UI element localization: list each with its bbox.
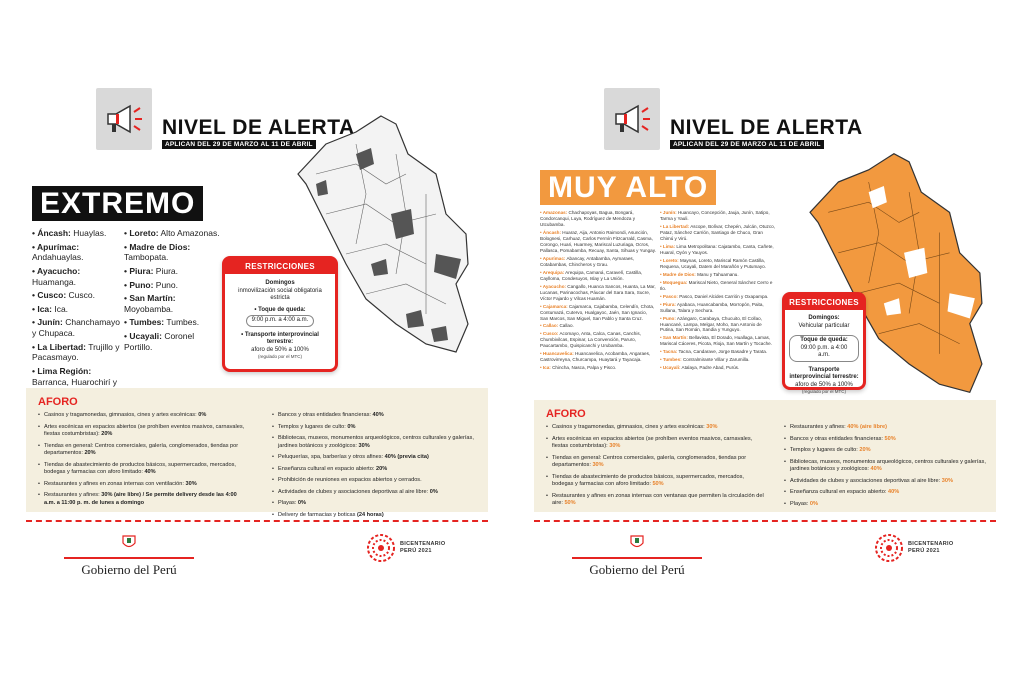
aforo-item [784,489,988,497]
department-item [32,266,124,287]
megaphone-icon [604,88,660,150]
date-range: APLICAN DEL 29 DE MARZO AL 11 DE ABRIL [162,140,316,149]
department-provinces: Cusco. [66,290,95,301]
transport-label: Transporte interprovincial terrestre: [789,366,859,380]
department-item [124,331,224,352]
department-item [32,342,124,363]
department-item [660,294,776,300]
department-provinces: Ayabaca, Huancabamba, Morropón, Paita, Sullana, Talara y Sechura. [660,301,764,313]
bicentenario-logo [366,533,445,563]
aforo-item [784,424,988,432]
curfew-hours: 09:00 p.m. a 4:00 a.m. [800,344,848,358]
sunday-text: inmovilización social obligatoria estricta [238,287,322,301]
aforo-item [784,478,988,486]
aforo-col2 [784,424,988,512]
aforo-item-text: Tiendas en general: Centros comerciales, galería, conglomerados, tiendas por departamentos: [44,442,239,457]
department-name: • Tumbes: [124,317,165,328]
department-provinces: Andahuaylas. [32,252,84,263]
department-list-col1 [540,210,656,373]
department-provinces: Tumbes. [164,317,200,328]
aforo-item-text: Templos y lugares de culto: [790,447,860,454]
gov-logo [572,534,702,578]
department-name: • Piura: [660,301,676,307]
department-name: • La Libertad: [660,223,690,229]
department-name: • La Libertad: [32,341,86,352]
megaphone-icon [96,88,152,150]
department-name: • Moquegua: [660,279,688,285]
aforo-item-value: 30% [941,477,953,484]
department-item [32,290,124,301]
sunday-text: Vehicular particular [798,322,850,329]
aforo-item-value: 0% [198,412,207,418]
department-provinces: Mariscal Nieto, General Sánchez Cerro e Ilo. [660,279,773,291]
aforo-item [546,493,766,508]
department-provinces: Contralmirante Villar y Zarumilla. [681,357,750,363]
department-name: • Ayacucho: [540,283,567,289]
department-name: • Apurímac: [540,255,566,261]
aforo-item-value: 30% [358,442,370,449]
bicentenario-line2: PERÚ 2021 [400,548,432,554]
department-item [540,210,656,228]
transport-text: aforo de 50% a 100% [795,381,853,388]
aforo-section [26,388,488,518]
department-provinces: Huamanga. [32,276,76,287]
aforo-title: AFORO [546,408,586,420]
department-provinces: Bellavista, El Dorado, Huallaga, Lamas, Mariscal Cáceres, Picota, Rioja, San Martín y Tocache. [660,335,772,347]
aforo-item [272,454,476,462]
aforo-item-value: 30% [592,462,604,469]
department-provinces: Huancayo, Concepción, Jauja, Junín, Satipo, Tarma y Yauli. [660,210,770,221]
department-item [540,323,656,329]
alert-level-badge: MUY ALTO [540,170,716,205]
aforo-item-value: 50% [884,435,896,442]
department-name: • Puno: [124,279,154,290]
department-provinces: Arequipa, Camaná, Caravelí, Castilla, Caylloma, Condesuyos, Islay y La Unión. [540,269,643,281]
department-item [660,316,776,334]
aforo-item-value: 30% [185,480,197,487]
department-provinces: Pasco, Daniel Alcides Carrión y Oxapampa. [677,293,769,299]
department-item [540,230,656,254]
department-item [540,256,656,268]
department-name: • Callao: [540,323,559,329]
gov-name: Gobierno del Perú [81,562,177,577]
department-provinces: Azángaro, Carabaya, Chucuito, El Collao, Huancané, Lampa, Melgar, Moho, San Antonio de Putina, San Román, Sandia y Yunguyo. [660,315,762,333]
department-item [660,244,776,256]
department-item [540,284,656,302]
department-list-col1 [32,228,124,401]
department-name: • Amazonas: [540,210,568,215]
department-item [32,228,124,239]
aforo-col2 [272,412,476,523]
bicentenario-logo [874,533,953,563]
department-provinces: Moyobamba. [124,303,174,314]
department-item [124,266,224,277]
aforo-item-value: 40% (aire libre) [847,424,888,430]
aforo-item-value: 20% [84,450,96,457]
department-name: • Huancavelica: [540,351,574,357]
bicentenario-line1: BICENTENARIO [400,540,446,547]
aforo-item-text: Restaurantes y afines: [44,492,102,499]
department-provinces: Maynas, Loreto, Mariscal Ramón Castilla, Requena, Ucayali, Datem del Marañón y Putumayo. [660,257,766,269]
department-provinces: Huaylas. [70,228,107,238]
department-item [660,272,776,278]
aforo-item-text: Playas: [790,500,810,507]
aforo-item-text: Delivery de farmacias y boticas [278,511,357,518]
aforo-item [272,489,476,497]
aforo-item [784,436,988,444]
department-provinces: Tambopata. [124,252,169,263]
aforo-item-value: 0% [429,488,438,495]
department-name: • Pasco: [660,293,678,299]
department-name: • Madre de Dios: [660,271,696,277]
aforo-item [272,477,476,485]
alert-panel-muy-alto [534,78,1002,578]
department-item [660,258,776,270]
sunday-label: Domingos: [808,315,840,321]
transport-note: (regulado por el MTC) [257,354,302,359]
aforo-item-value: 50% [564,500,576,507]
aforo-item [546,455,766,470]
aforo-item [38,492,248,507]
aforo-section [534,400,996,512]
department-item [32,242,124,263]
department-provinces: Ica. [51,303,69,314]
aforo-item [784,447,988,455]
aforo-item-value: 40% [870,466,882,473]
aforo-item-text: Peluquerías, spa, barberías y otros afines: [278,454,385,461]
transport-label: • Transporte interprovincial terrestre: [241,331,319,345]
bicentenario-icon [874,533,904,563]
aforo-item-value: 40% [144,469,156,476]
aforo-item-value: 40% [372,412,384,418]
restrictions-box [222,256,338,372]
aforo-item-text: Restaurantes y afines en zonas internas con ventanas que permiten la circulación del aire: [552,492,764,507]
aforo-item-text: Bancos y otras entidades financieras: [790,435,885,442]
department-provinces: Atalaya, Padre Abad, Purús. [680,365,740,371]
coat-of-arms-icon [119,534,139,550]
aforo-item [272,500,476,508]
department-name: • Junín: [32,317,63,328]
department-name: • Áncash: [540,229,562,235]
aforo-col1 [38,412,248,511]
aforo-item-value: 20% [375,465,388,472]
curfew-hours: 9:00 p.m. a 4:00 a.m. [246,315,315,327]
divider [26,520,488,523]
department-provinces: Chincha, Nasca, Palpa y Pisco. [550,365,617,371]
department-item [124,317,224,328]
aforo-item-text: Playas: [278,500,298,507]
department-provinces: Alto Amazonas. [158,228,220,238]
department-name: • Lima: [660,243,676,249]
page-title: NIVEL DE ALERTA [670,116,863,139]
department-name: • Tacna: [660,349,678,355]
aforo-item-text: Restaurantes y afines en zonas internas con ventilación: [44,480,186,487]
department-list-col2 [124,228,224,355]
department-name: • Ucayali: [660,365,681,371]
department-item [660,302,776,314]
department-item [124,242,224,263]
department-item [540,270,656,282]
aforo-item-text: Actividades de clubes y asociaciones deportivas al aire libre: [278,488,430,495]
aforo-item-text: Tiendas de abastecimiento de productos básicos, supermercados, mercados, bodegas y farmacias con aforo limitado: [552,473,744,488]
department-name: • Ayacucho: [32,265,81,276]
aforo-item [38,424,248,439]
bicentenario-line2: PERÚ 2021 [908,548,940,554]
bicentenario-line1: BICENTENARIO [908,540,954,547]
department-provinces: Huancavelica, Acobamba, Angaraes, Castrovirreyna, Churcampa, Huaytará y Tayacaja. [540,351,651,363]
aforo-item-value: (24 horas) [356,511,384,518]
department-item [124,280,224,291]
department-provinces: Tacna, Candarave, Jorge Basadre y Tarata. [677,349,768,355]
aforo-item [272,466,476,474]
bicentenario-icon [366,533,396,563]
department-provinces: Coronel Portillo. [124,331,195,352]
department-item [124,293,224,314]
aforo-item-value: 40% [887,489,900,496]
aforo-item-value: 0% [809,500,818,507]
restrictions-header: RESTRICCIONES [225,259,335,274]
aforo-item-value: 0% [297,500,306,507]
department-provinces: Ascope, Bolívar, Chepén, Julcán, Otuzco, Pataz, Sánchez Carrión, Santiago de Chuco, Gran Chimú y Virú. [660,223,775,241]
department-name: • Arequipa: [540,269,565,275]
aforo-item-text: Casinos y tragamonedas, gimnasios, cines y artes escénicas: [552,424,707,430]
department-item [540,365,656,371]
department-provinces: Cajamarca, Cajabamba, Celendín, Chota, Contumazá, Cutervo, Hualgayoc, Jaén, San Ignacio, San Marcos, San Miguel, San Pablo y Santa Cruz. [540,303,655,321]
department-provinces: Barranca, Huarochirí y [32,376,118,387]
department-name: • Cusco: [32,290,67,301]
aforo-item [38,443,248,458]
aforo-item [546,424,766,432]
department-item [32,304,124,315]
department-item [660,280,776,292]
transport-text: aforo de 50% a 100% [251,346,309,353]
gov-logo [64,534,194,578]
aforo-item-text: Enseñanza cultural en espacio abierto: [790,489,888,496]
department-provinces: Chanchamayo y Chupaca. [32,317,121,338]
aforo-item [38,481,248,489]
department-item [660,210,776,222]
department-provinces: Trujillo y Pacasmayo. [32,341,120,363]
department-item [660,357,776,363]
aforo-item [546,436,766,451]
department-name: • Madre de Dios: [124,241,191,252]
department-provinces: Puno. [153,279,178,290]
curfew-label: Toque de queda: [800,337,848,343]
aforo-item-text: Enseñanza cultural en espacio abierto: [278,465,376,472]
department-name: • Ica: [540,365,551,371]
department-name: • San Martín: [660,335,688,341]
aforo-item-value: 0% [347,423,356,430]
department-name: • Tumbes: [660,357,682,363]
aforo-item-text: Prohibición de reuniones en espacios abiertos y cerrados. [278,477,422,484]
department-name: • Lima Región: [32,365,92,376]
department-item [32,317,124,338]
department-name: • Puno: [660,315,676,321]
aforo-item-text: Bibliotecas, museos, monumentos arqueológicos, centros culturales y galerías, jardines botánicos y zoológicos: [278,435,474,449]
transport-note: (regulado por el MTC) [801,389,846,394]
department-item [660,365,776,371]
aforo-item-text: Tiendas en general: Centros comerciales, galería, conglomerados, tiendas por departamentos: [552,454,747,469]
department-provinces: Callao. [558,323,574,329]
department-provinces: Cangallo, Huanca Sancos, Huanta, La Mar, Lucanas, Parinacochas, Páucar del Sara Sara, Sucre, Víctor Fajardo y Vilcas Huamán. [540,283,656,301]
department-provinces: Chachapoyas, Bagua, Bongará, Condorcanqui, Luya, Rodríguez de Mendoza y Utcubamba. [540,210,635,227]
department-name: • Loreto: [660,257,679,263]
department-name: • Ica: [32,303,52,314]
department-list-col2 [660,210,776,373]
aforo-title: AFORO [38,396,78,408]
department-name: • San Martín: [124,293,176,304]
aforo-item-text: Artes escénicas en espacios abiertos (se prohíben eventos masivos, carnavales, fiestas costumbristas): [552,435,753,450]
department-item [540,304,656,322]
aforo-item [272,512,476,520]
department-name: • Junín: [660,210,677,215]
aforo-item-text: Actividades de clubes y asociaciones deportivas al aire libre: [790,477,942,484]
aforo-item-value: 30% [609,443,621,450]
alert-level-badge: EXTREMO [32,186,203,221]
department-provinces: Lima Metropolitana: Cajatambo, Canta, Cañete, Huaral, Oyón y Yauyos. [660,243,774,255]
aforo-item-text: Bancos y otras entidades financieras: [278,412,373,418]
department-name: • Cusco: [540,331,559,337]
restrictions-box [782,292,866,394]
divider [534,520,996,523]
department-name: • Loreto: [124,228,159,238]
aforo-item-text: Bibliotecas, museos, monumentos arqueológicos, centros culturales y galerías, jardines botánicos y zoológicos: [790,458,986,473]
sunday-label: Domingos [265,280,295,286]
page-title: NIVEL DE ALERTA [162,116,355,139]
department-name: • Áncash: [32,228,71,238]
department-item [660,349,776,355]
date-range: APLICAN DEL 29 DE MARZO AL 11 DE ABRIL [670,140,824,149]
aforo-item-value: 40% (previa cita) [384,454,429,461]
department-name: • Cajamarca: [540,303,568,309]
aforo-col1 [546,424,766,512]
aforo-item [272,435,476,450]
department-provinces: Piura. [153,265,179,276]
department-provinces: Huaraz, Aija, Antonio Raimondi, Asunción, Bolognesi, Carhuaz, Carlos Fermín Fitzcarrald, Casma, Corongo, Huari, Huarmey, Mariscal Luzuriaga, Ocros, Pallasca, Pomabamba, Recuay, Santa, Sihuas y Yungay. [540,229,656,253]
department-provinces: Acomayo, Anta, Calca, Canas, Canchis, Chumbivilcas, Espinar, La Convención, Paruro, Paucartambo, Quispicanchi y Urubamba. [540,331,641,349]
department-provinces: Manu y Tahuamanu. [695,271,739,277]
department-name: • Apurímac: [32,241,80,252]
aforo-item-text: Casinos y tragamonedas, gimnasios, cines y artes escénicas: [44,412,199,418]
aforo-item [784,501,988,509]
department-item [540,331,656,349]
aforo-item-value: 30% (aire libre) / Se permite delivery desde las 4:00 a.m. a 11:00 p. m. de lunes a domingo [44,492,237,506]
aforo-item-text: Artes escénicas en espacios abiertos (se prohíben eventos masivos, carnavales, fiestas costumbristas): [44,423,245,438]
aforo-item-value: 50% [652,481,664,488]
restrictions-header: RESTRICCIONES [785,295,863,310]
aforo-item [38,462,248,477]
department-provinces: Abancay, Antabamba, Aymaraes, Cotabambas, Chincheros y Grau. [540,255,634,267]
aforo-item-value: 20% [859,447,871,454]
aforo-item-text: Restaurantes y afines: [790,424,848,430]
aforo-item [38,412,248,420]
aforo-item-text: Tiendas de abastecimiento de productos básicos, supermercados, mercados, bodegas y farmacias con aforo limitado: [44,461,236,476]
coat-of-arms-icon [627,534,647,550]
department-item [660,335,776,347]
curfew-label: • Toque de queda: [254,306,306,313]
gov-name: Gobierno del Perú [589,562,685,577]
department-name: • Piura: [124,265,154,276]
department-name: • Ucayali: [124,331,162,341]
aforo-item [784,459,988,474]
aforo-item [272,424,476,432]
alert-panel-extremo [26,78,494,578]
department-item [660,224,776,242]
aforo-item [272,412,476,420]
department-item [124,228,224,239]
aforo-item-value: 20% [101,431,113,438]
department-item [540,351,656,363]
aforo-item-value: 30% [706,424,718,430]
aforo-item [546,474,766,489]
aforo-item-text: Templos y lugares de culto: [278,423,348,430]
